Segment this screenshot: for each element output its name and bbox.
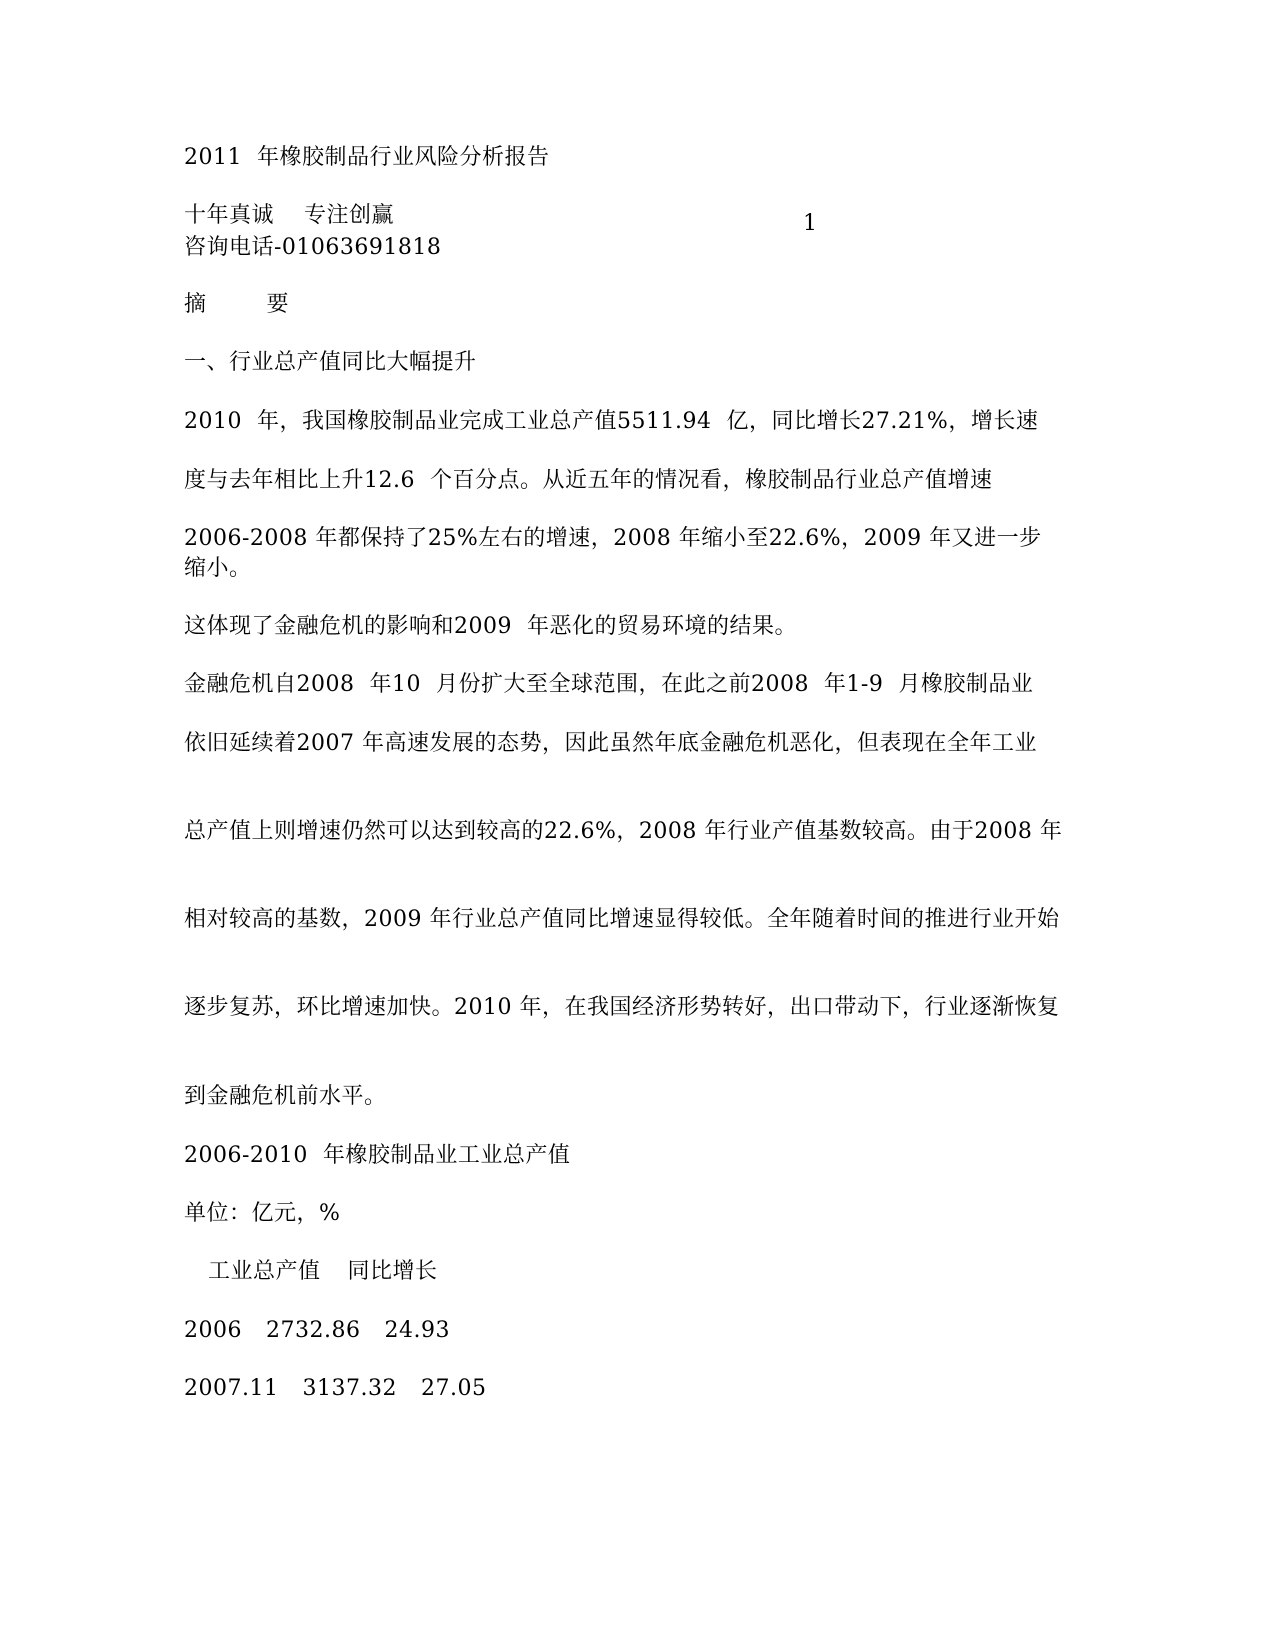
section-heading: 一、行业总产值同比大幅提升 [184, 350, 477, 375]
abstract-heading: 摘 要 [184, 292, 289, 317]
table-cell: 2006 [184, 1318, 242, 1343]
report-title: 2011 年橡胶制品行业风险分析报告 [184, 145, 550, 170]
table-cell: 27.05 [420, 1376, 487, 1401]
header-phone: 咨询电话-01063691818 [184, 235, 442, 260]
paragraph-line: 逐步复苏，环比增速加快。2010 年，在我国经济形势转好，出口带动下，行业逐渐恢复 [184, 995, 1060, 1020]
table-cell: 2007.11 [184, 1376, 279, 1401]
paragraph-line: 2010 年，我国橡胶制品业完成工业总产值5511.94 亿，同比增长27.21%，增长速 [184, 409, 1039, 434]
header-slogan: 十年真诚 专注创赢 [184, 203, 394, 228]
paragraph-line: 相对较高的基数，2009 年行业总产值同比增速显得较低。全年随着时间的推进行业开始 [184, 907, 1060, 932]
paragraph-line: 这体现了金融危机的影响和2009 年恶化的贸易环境的结果。 [184, 614, 797, 639]
table-unit: 单位：亿元，% [184, 1201, 341, 1226]
page-number: 1 [803, 211, 817, 236]
table-title: 2006-2010 年橡胶制品业工业总产值 [184, 1143, 571, 1168]
table-cell: 3137.32 [302, 1376, 397, 1401]
paragraph-line: 到金融危机前水平。 [184, 1084, 387, 1109]
table-header-cell: 工业总产值 [208, 1259, 321, 1284]
table-header-cell: 同比增长 [347, 1259, 438, 1284]
paragraph-line: 总产值上则增速仍然可以达到较高的22.6%，2008 年行业产值基数较高。由于2008 年 [184, 819, 1063, 844]
table-row [184, 1374, 486, 1404]
table-header-row [184, 1257, 438, 1287]
paragraph-line: 度与去年相比上升12.6 个百分点。从近五年的情况看，橡胶制品行业总产值增速 [184, 468, 993, 493]
table-cell: 2732.86 [266, 1318, 361, 1343]
paragraph-line: 依旧延续着2007 年高速发展的态势，因此虽然年底金融危机恶化，但表现在全年工业 [184, 731, 1037, 756]
paragraph-line: 2006-2008 年都保持了25%左右的增速，2008 年缩小至22.6%，2009 年又进一步缩小。 [184, 526, 1042, 581]
table-row [184, 1316, 450, 1346]
table-cell: 24.93 [384, 1318, 450, 1343]
paragraph-line: 金融危机自2008 年10 月份扩大至全球范围，在此之前2008 年1-9 月橡胶制品业 [184, 672, 1034, 697]
